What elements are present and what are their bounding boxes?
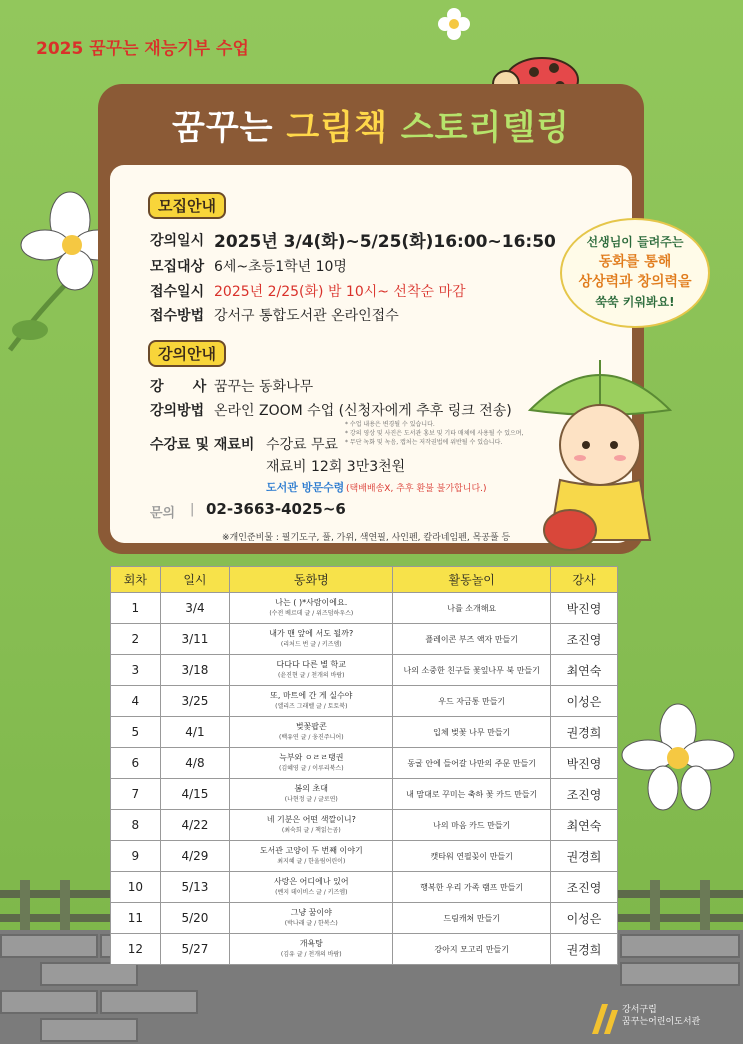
cell-date: 3/18	[160, 655, 229, 686]
title-part3: 스토리텔링	[400, 108, 570, 148]
cell-teacher: 최연숙	[550, 655, 617, 686]
cell-no: 8	[111, 810, 161, 841]
instructor-value: 꿈꾸는 동화나무	[214, 379, 314, 395]
book-author: 최지혜 글 / 한울림어린이)	[277, 858, 346, 865]
cell-teacher: 이성은	[550, 686, 617, 717]
cell-date: 5/27	[160, 934, 229, 965]
cell-activity: 나의 소중한 친구들 꽃잎나무 북 만들기	[393, 655, 551, 686]
recruit-value-2: 6세~초등1학년 10명	[214, 259, 347, 275]
table-row	[111, 934, 618, 965]
flower-right-icon	[618, 700, 738, 830]
bubble-line-3: 상상력과 창의력을	[578, 274, 692, 290]
table-row	[111, 841, 618, 872]
cell-date: 3/4	[160, 593, 229, 624]
cell-book	[230, 593, 393, 624]
cell-activity: 동굴 안에 들어갈 나만의 주문 만들기	[393, 748, 551, 779]
cell-activity: 강아지 모고리 만들기	[393, 934, 551, 965]
cell-no: 1	[111, 593, 161, 624]
cell-book	[230, 903, 393, 934]
cell-teacher: 권경희	[550, 934, 617, 965]
book-author: (수전 베르데 글 / 위즈덤하우스)	[269, 610, 354, 617]
bubble-line-4: 쑥쑥 키워봐요!	[595, 295, 675, 309]
fee-value-2: 재료비 12회 3만3천원	[266, 459, 406, 475]
small-flower-icon	[436, 6, 472, 42]
recruit-value-3: 2025년 2/25(화) 밤 10시~ 선착순 마감	[214, 284, 466, 300]
cell-no: 10	[111, 872, 161, 903]
book-author: (김유 글 / 천개의 바람)	[280, 951, 342, 958]
cell-no: 2	[111, 624, 161, 655]
book-author: (백유연 글 / 웅진주니어)	[278, 734, 344, 741]
note-1: * 수업 내용은 변경될 수 있습니다.	[345, 421, 435, 428]
book-author: (나현정 글 / 글로연)	[284, 796, 338, 803]
cell-book	[230, 686, 393, 717]
cell-no: 4	[111, 686, 161, 717]
cell-activity: 나의 마음 카드 만들기	[393, 810, 551, 841]
notes-block	[345, 420, 524, 447]
cell-date: 4/29	[160, 841, 229, 872]
cell-teacher: 박진영	[550, 593, 617, 624]
note-3: * 무단 녹화 및 녹음, 캡처는 저작권법에 위반될 수 있습니다.	[345, 439, 503, 446]
top-title: 2025 꿈꾸는 재능기부 수업	[36, 39, 249, 59]
contact-divider: |	[190, 502, 195, 517]
cell-no: 3	[111, 655, 161, 686]
book-author: (벤지 데이비스 글 / 키즈엠)	[275, 889, 348, 896]
book-author: (윤진현 글 / 천개의 바람)	[278, 672, 345, 679]
pickup-text: 도서관 방문수령	[266, 481, 345, 494]
cell-teacher: 권경희	[550, 717, 617, 748]
title-part1: 꿈꾸는	[171, 108, 274, 148]
cell-no: 9	[111, 841, 161, 872]
bubble-line-1: 선생님이 들려주는	[586, 235, 684, 249]
cell-activity: 플레이콘 부즈 액자 만들기	[393, 624, 551, 655]
method-value: 온라인 ZOOM 수업 (신청자에게 추후 링크 전송)	[214, 403, 512, 419]
cell-book	[230, 779, 393, 810]
cell-date: 3/11	[160, 624, 229, 655]
cell-book	[230, 624, 393, 655]
lecture-tag: 강의안내	[148, 340, 226, 367]
col-header: 활동놀이	[393, 567, 551, 593]
cell-activity: 우드 자금통 만들기	[393, 686, 551, 717]
pickup-note: (택배배송X, 추후 환불 불가합니다.)	[346, 484, 487, 494]
cell-activity: 드림캐쳐 만들기	[393, 903, 551, 934]
book-title: 늑부와 ㅇㄹㄹ탱권	[279, 753, 344, 762]
table-row	[111, 903, 618, 934]
instructor-label: 강 사	[150, 379, 207, 395]
book-author: (리처드 번 글 / 키즈엠)	[280, 641, 342, 648]
cell-activity: 입체 벚꽃 나무 만들기	[393, 717, 551, 748]
cell-teacher: 조진영	[550, 779, 617, 810]
cell-no: 6	[111, 748, 161, 779]
book-title: 봄의 초대	[294, 784, 329, 793]
title-part2: 그림책	[286, 108, 388, 148]
book-title: 그냥 꿈이야	[290, 908, 332, 917]
book-author: (김혜영 글 / 이루리북스)	[278, 765, 344, 772]
cell-book	[230, 717, 393, 748]
logo-line-2: 꿈꾸는어린이도서관	[622, 1017, 701, 1027]
library-logo-text	[622, 1004, 700, 1028]
cell-book	[230, 872, 393, 903]
method-label: 강의방법	[150, 403, 205, 419]
cell-no: 11	[111, 903, 161, 934]
book-title: 다다다 다른 별 학교	[276, 660, 346, 669]
table-row	[111, 779, 618, 810]
cell-teacher: 권경희	[550, 841, 617, 872]
col-header: 회차	[111, 567, 161, 593]
book-author: (박나래 글 / 한복스)	[284, 920, 338, 927]
table-row	[111, 686, 618, 717]
recruit-label-1: 강의일시	[150, 233, 205, 249]
recruit-value-1: 2025년 3/4(화)~5/25(화)16:00~16:50	[214, 232, 556, 252]
book-title: 도서관 고양이 두 번째 이야기	[259, 846, 363, 855]
book-title: 사랑은 어디에나 있어	[273, 877, 349, 886]
book-title: 벚꽃팝콘	[295, 722, 327, 731]
contact-value: 02-3663-4025~6	[206, 500, 346, 518]
book-title: 네 기분은 어떤 색깔이니?	[266, 815, 356, 824]
cell-date: 4/1	[160, 717, 229, 748]
book-title: 또, 마트에 간 게 실수야	[270, 691, 353, 700]
col-header: 강사	[550, 567, 617, 593]
recruit-value-4: 강서구 통합도서관 온라인접수	[214, 308, 399, 324]
bubble-line-2: 동화를 통해	[598, 254, 672, 270]
table-row	[111, 624, 618, 655]
cell-date: 3/25	[160, 686, 229, 717]
book-author: (엘리즈 그래벨 글 / 토토북)	[275, 703, 348, 710]
fee-value-1: 수강료 무료	[266, 437, 339, 453]
recruit-label-2: 모집대상	[150, 259, 205, 275]
cell-book	[230, 841, 393, 872]
cell-teacher: 이성은	[550, 903, 617, 934]
fee-label: 수강료 및 재료비	[150, 437, 255, 453]
book-title: 나는 ( )*사람이에요.	[275, 598, 348, 607]
note-2: * 강의 영상 및 사진은 도서관 홍보 및 기타 매체에 사용될 수 있으며,	[345, 430, 524, 437]
cell-date: 4/22	[160, 810, 229, 841]
flower-left-icon	[0, 190, 110, 360]
library-logo-icon	[590, 1000, 620, 1036]
cell-activity: 나를 소개해요	[393, 593, 551, 624]
cell-no: 7	[111, 779, 161, 810]
table-row	[111, 810, 618, 841]
book-title: 개욕탕	[299, 939, 323, 948]
book-title: 내가 맨 앞에 서도 될까?	[269, 629, 354, 638]
logo-line-1: 강서구립	[622, 1005, 657, 1015]
cell-book	[230, 655, 393, 686]
cell-date: 4/15	[160, 779, 229, 810]
recruit-label-4: 접수방법	[150, 308, 205, 324]
table-header-row	[111, 567, 618, 593]
cell-book	[230, 748, 393, 779]
recruit-tag: 모집안내	[148, 192, 226, 219]
book-author: (최숙희 글 / 책읽는곰)	[281, 827, 341, 834]
col-header: 일시	[160, 567, 229, 593]
cell-teacher: 조진영	[550, 624, 617, 655]
recruit-label-3: 접수일시	[150, 284, 205, 300]
speech-bubble	[560, 218, 710, 328]
cell-date: 5/20	[160, 903, 229, 934]
cell-teacher: 박진영	[550, 748, 617, 779]
contact-label: 문의	[150, 506, 176, 521]
table-row	[111, 593, 618, 624]
col-header: 동화명	[230, 567, 393, 593]
cell-no: 5	[111, 717, 161, 748]
cell-no: 12	[111, 934, 161, 965]
schedule-table	[110, 566, 618, 965]
cell-activity: 내 맘대로 꾸미는 축하 꽃 카드 만들기	[393, 779, 551, 810]
girl-character-icon	[520, 350, 680, 560]
cell-activity: 캣타워 연필꽂이 만들기	[393, 841, 551, 872]
table-row	[111, 655, 618, 686]
cell-book	[230, 934, 393, 965]
table-row	[111, 717, 618, 748]
prep-text: ※개인준비물 : 필기도구, 풀, 가위, 색연필, 사인펜, 칼라네임펜, 목공풀 등	[222, 533, 511, 543]
cell-date: 5/13	[160, 872, 229, 903]
cell-teacher: 최연숙	[550, 810, 617, 841]
page-title	[110, 100, 632, 149]
cell-book	[230, 810, 393, 841]
table-row	[111, 748, 618, 779]
cell-teacher: 조진영	[550, 872, 617, 903]
cell-activity: 행복한 우리 가족 램프 만들기	[393, 872, 551, 903]
table-row	[111, 872, 618, 903]
cell-date: 4/8	[160, 748, 229, 779]
